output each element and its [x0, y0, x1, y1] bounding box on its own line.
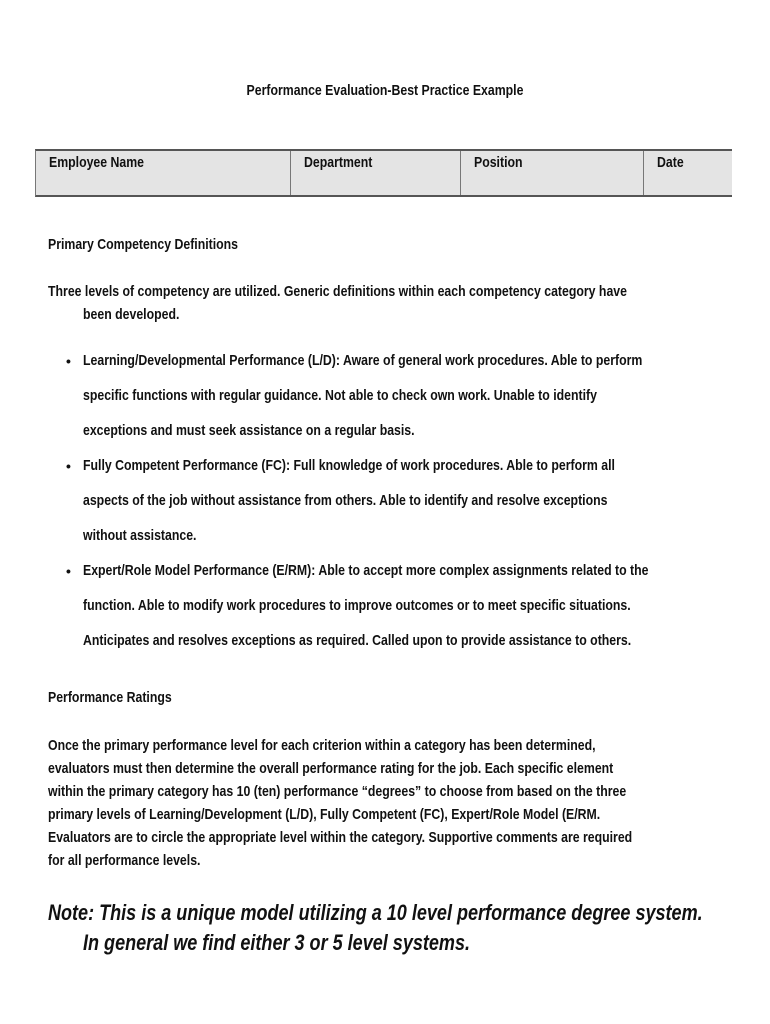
position-label: Position: [474, 154, 523, 171]
employee-name-cell: [36, 151, 291, 195]
note-line-1: Note: This is a unique model utilizing a 10 level performance degree system.: [48, 900, 703, 925]
department-label: Department: [304, 154, 373, 171]
ratings-line-1: Once the primary performance level for each criterion within a category has been determined,: [48, 737, 596, 754]
bullet-icon: •: [66, 563, 71, 579]
bullet-3-line-2: function. Able to modify work procedures to improve outcomes or to meet specific situations.: [83, 597, 631, 614]
bullet-icon: •: [66, 458, 71, 474]
note-line-2: In general we find either 3 or 5 level systems.: [83, 930, 471, 955]
ratings-line-4: primary levels of Learning/Development (L/D), Fully Competent (FC), Expert/Role Model (E/RM.: [48, 806, 601, 823]
bullet-3-line-3: Anticipates and resolves exceptions as required. Called upon to provide assistance to others.: [83, 632, 632, 649]
ratings-line-3: within the primary category has 10 (ten) performance “degrees” to choose from based on the three: [48, 783, 627, 800]
bullet-1-line-1: Learning/Developmental Performance (L/D): Aware of general work procedures. Able to perform: [83, 352, 643, 369]
position-cell: [461, 151, 644, 195]
competency-intro-line-2: been developed.: [83, 306, 180, 323]
bullet-3-line-1: Expert/Role Model Performance (E/RM): Able to accept more complex assignments related to the: [83, 562, 649, 579]
bullet-1-line-2: specific functions with regular guidance. Not able to check own work. Unable to identify: [83, 387, 597, 404]
ratings-heading: Performance Ratings: [48, 689, 172, 706]
date-label: Date: [657, 154, 684, 171]
employee-info-table: [35, 149, 732, 197]
bullet-icon: •: [66, 353, 71, 369]
ratings-line-6: for all performance levels.: [48, 852, 201, 869]
bullet-2-line-2: aspects of the job without assistance from others. Able to identify and resolve exceptions: [83, 492, 608, 509]
competency-intro-line-1: Three levels of competency are utilized. Generic definitions within each competency category have: [48, 283, 627, 300]
bullet-2-line-3: without assistance.: [83, 527, 197, 544]
document-title: Performance Evaluation-Best Practice Example: [246, 82, 524, 99]
bullet-1-line-3: exceptions and must seek assistance on a regular basis.: [83, 422, 415, 439]
bullet-2-line-1: Fully Competent Performance (FC): Full knowledge of work procedures. Able to perform all: [83, 457, 615, 474]
ratings-line-2: evaluators must then determine the overall performance rating for the job. Each specific element: [48, 760, 614, 777]
department-cell: [291, 151, 461, 195]
ratings-line-5: Evaluators are to circle the appropriate level within the category. Supportive comments are required: [48, 829, 633, 846]
date-cell: [644, 151, 731, 195]
competency-heading: Primary Competency Definitions: [48, 236, 239, 253]
employee-name-label: Employee Name: [49, 154, 145, 171]
